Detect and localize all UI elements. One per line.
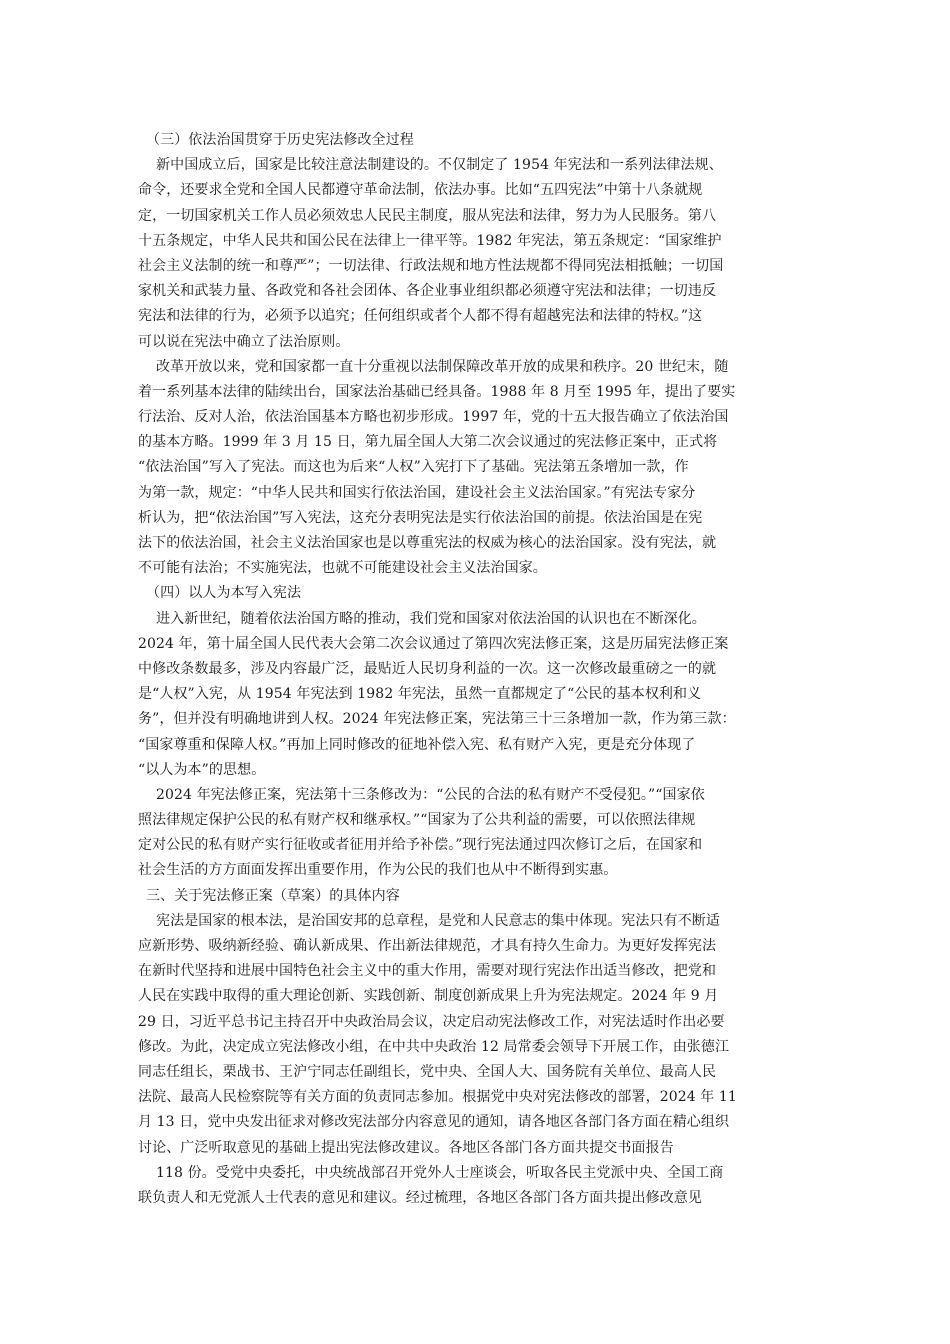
paragraph-line: 人民在实践中取得的重大理论创新、实践创新、制度创新成果上升为宪法规定。2024 年 9 月 bbox=[138, 988, 719, 1005]
paragraph-line: 修改。为此，决定成立宪法修改小组，在中共中央政治 12 局常委会领导下开展工作，由张德江 bbox=[138, 1038, 730, 1055]
paragraph-line: “依法治国”写入了宪法。而这也为后来“人权”入宪打下了基础。宪法第五条增加一款，作 bbox=[138, 459, 689, 476]
paragraph-4 bbox=[138, 783, 808, 884]
paragraph-line: 家机关和武装力量、各政党和各社会团体、各企业事业组织都必须遵守宪法和法律；一切违反 bbox=[138, 283, 717, 300]
paragraph-line: 是“人权”入宪，从 1954 年宪法到 1982 年宪法，虽然一直都规定了“公民的基本权利和义 bbox=[138, 686, 702, 703]
paragraph-line: 着一系列基本法律的陆续出台，国家法治基础已经具备。1988 年 8 月至 1995 年，提出了要实 bbox=[138, 383, 736, 400]
paragraph-line: 宪法是国家的根本法，是治国安邦的总章程，是党和人民意志的集中体现。宪法只有不断适 bbox=[156, 912, 720, 929]
paragraph-line: 命令，还要求全党和全国人民都遵守革命法制，依法办事。比如“五四宪法”中第十八条就规 bbox=[138, 182, 703, 199]
paragraph-line: 可以说在宪法中确立了法治原则。 bbox=[138, 333, 350, 350]
paragraph-line: 法下的依法治国，社会主义法治国家也是以尊重宪法的权威为核心的法治国家。没有宪法，就 bbox=[138, 535, 717, 551]
paragraph-line: 社会生活的方方面面发挥出重要作用，作为公民的我们也从中不断得到实惠。 bbox=[138, 862, 618, 879]
paragraph-line: 社会主义法制的统一和尊严”；一切法律、行政法规和地方性法规都不得同宪法相抵触；一切国 bbox=[138, 257, 724, 274]
section-heading-4: （四）以人为本写入宪法 bbox=[146, 585, 302, 602]
paragraph-line: 务”，但并没有明确地讲到人权。2024 年宪法修正案，宪法第三十三条增加一款，作为第三款： bbox=[138, 711, 736, 728]
paragraph-line: 118 份。受党中央委托，中央统战部召开党外人士座谈会，听取各民主党派中央、全国工商 bbox=[156, 1164, 724, 1181]
paragraph-line: 2024 年宪法修正案，宪法第十三条修改为：“公民的合法的私有财产不受侵犯。”“国家依 bbox=[156, 786, 705, 803]
paragraph-line: 进入新世纪，随着依法治国方略的推动，我们党和国家对依法治国的认识也在不断深化。 bbox=[156, 610, 706, 627]
paragraph-line: 的基本方略。1999 年 3 月 15 日，第九届全国人大第二次会议通过的宪法修正案中，正式将 bbox=[138, 434, 718, 451]
paragraph-line: 法院、最高人民检察院等有关方面的负责同志参加。根据党中央对宪法修改的部署，2024 年 11 bbox=[138, 1089, 737, 1106]
paragraph-line: 定对公民的私有财产实行征收或者征用并给予补偿。”现行宪法通过四次修订之后，在国家和 bbox=[138, 837, 703, 854]
paragraph-line: 联负责人和无党派人士代表的意见和建议。经过梳理，各地区各部门各方面共提出修改意见 bbox=[138, 1189, 702, 1206]
paragraph-5 bbox=[138, 909, 808, 1161]
paragraph-line: 2024 年，第十届全国人民代表大会第二次会议通过了第四次宪法修正案，这是历届宪法修正案 bbox=[138, 635, 729, 652]
paragraph-line: 改革开放以来，党和国家都一直十分重视以法制保障改革开放的成果和秩序。20 世纪末，随 bbox=[156, 358, 729, 375]
paragraph-line: 29 日，习近平总书记主持召开中央政治局会议，决定启动宪法修改工作，对宪法适时作出必要 bbox=[138, 1013, 725, 1030]
paragraph-2 bbox=[138, 355, 808, 582]
paragraph-line: 同志任组长，栗战书、王沪宁同志任副组长，党中央、全国人大、国务院有关单位、最高人民 bbox=[138, 1063, 717, 1080]
paragraph-line: 行法治、反对人治，依法治国基本方略也初步形成。1997 年，党的十五大报告确立了依法治国 bbox=[138, 409, 729, 426]
section-heading-3: （三）依法治国贯穿于历史宪法修改全过程 bbox=[146, 132, 414, 148]
paragraph-line: “国家尊重和保障人权。”再加上同时修改的征地补偿入宪、私有财产入宪，更是充分体现了 bbox=[138, 736, 696, 753]
paragraph-line: 为第一款，规定：“中华人民共和国实行依法治国，建设社会主义法治国家。”有宪法专家分 bbox=[138, 484, 696, 501]
paragraph-3 bbox=[138, 607, 808, 783]
paragraph-line: 在新时代坚持和进展中国特色社会主义中的重大作用，需要对现行宪法作出适当修改，把党和 bbox=[138, 963, 717, 980]
paragraph-6 bbox=[138, 1161, 808, 1211]
paragraph-line: 讨论、广泛听取意见的基础上提出宪法修改建议。各地区各部门各方面共提交书面报告 bbox=[138, 1139, 674, 1156]
paragraph-line: 不可能有法治；不实施宪法，也就不可能建设社会主义法治国家。 bbox=[138, 560, 547, 577]
paragraph-1 bbox=[138, 153, 808, 355]
part-heading-3: 三、关于宪法修正案（草案）的具体内容 bbox=[146, 887, 400, 904]
paragraph-line: 宪法和法律的行为，必须予以追究；任何组织或者个人都不得有超越宪法和法律的特权。”这 bbox=[138, 308, 703, 325]
paragraph-line: 应新形势、吸纳新经验、确认新成果、作出新法律规范，才具有持久生命力。为更好发挥宪法 bbox=[138, 938, 717, 954]
paragraph-line: 十五条规定，中华人民共和国公民在法律上一律平等。1982 年宪法，第五条规定：“国家维护 bbox=[138, 232, 722, 249]
paragraph-line: 析认为，把“依法治国”写入宪法，这充分表明宪法是实行依法治国的前提。依法治国是在宪 bbox=[138, 509, 703, 526]
paragraph-line: 照法律规定保护公民的私有财产权和继承权。”“国家为了公共利益的需要，可以依照法律规 bbox=[138, 812, 696, 829]
paragraph-line: “以人为本”的思想。 bbox=[138, 761, 266, 778]
paragraph-line: 中修改条数最多，涉及内容最广泛，最贴近人民切身利益的一次。这一次修改最重磅之一的就 bbox=[138, 660, 717, 677]
paragraph-line: 定，一切国家机关工作人员必须效忠人民民主制度，服从宪法和法律，努力为人民服务。第八 bbox=[138, 207, 717, 224]
paragraph-line: 月 13 日，党中央发出征求对修改宪法部分内容意见的通知，请各地区各部门各方面在精心组织 bbox=[138, 1114, 730, 1131]
document-page bbox=[138, 128, 808, 1211]
paragraph-line: 新中国成立后，国家是比较注意法制建设的。不仅制定了 1954 年宪法和一系列法律法规、 bbox=[156, 157, 723, 174]
